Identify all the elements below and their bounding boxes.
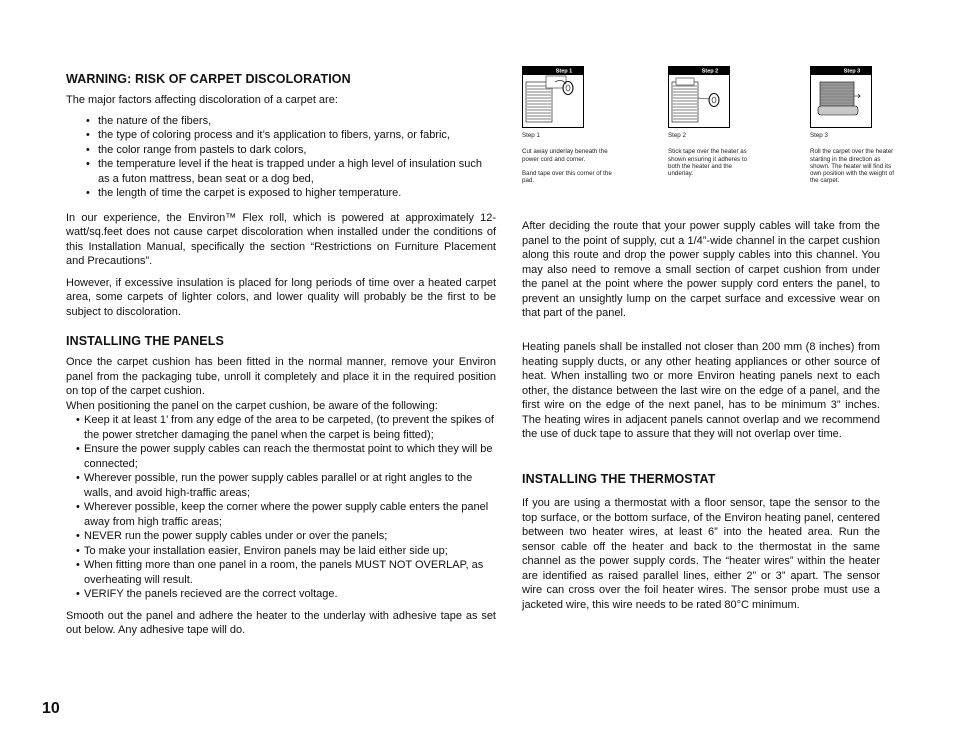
right-column-top — [522, 219, 880, 321]
page-number: 10 — [42, 700, 60, 717]
step-3-illustration — [810, 66, 872, 128]
step-text: Cut away underlay beneath the power cord and corner. — [522, 148, 608, 163]
installing-panels-paragraph-1: Once the carpet cushion has been fitted in the normal manner, remove your Environ panel from the packaging tube, unroll it completely and place it in the required position on top of the carpet cushion. — [66, 356, 496, 397]
installation-steps — [520, 66, 900, 206]
list-item: • Keep it at least 1’ from any edge of the area to be carpeted, (to prevent the spikes of the power stretcher damaging the panel when the carpet is being fitted); — [76, 413, 496, 442]
list-item: • NEVER run the power supply cables under or over the panels; — [76, 529, 496, 544]
step-title: Step 2 — [668, 132, 686, 139]
step-title: Step 1 — [522, 132, 540, 139]
left-column — [66, 72, 496, 638]
list-item: • the length of time the carpet is exposed to higher temperature. — [84, 186, 496, 201]
installing-panels-heading: INSTALLING THE PANELS — [66, 334, 224, 348]
list-item: • To make your installation easier, Environ panels may be laid either side up; — [76, 544, 496, 559]
warning-paragraph-2: However, if excessive insulation is placed for long periods of time over a heated carpet area, some carpets of lighter colors, and lower quality will probably be the first to be subject to discoloration. — [66, 276, 496, 318]
warning-heading: WARNING: RISK OF CARPET DISCOLORATION — [66, 72, 351, 86]
cable-route-paragraph: After deciding the route that your power supply cables will take from the panel to the point of supply, cut a 1/4”-wide channel in the carpet cushion along this route and drop the power supply cables into this channel. You may also need to remove a small section of carpet cushion from under the panel at the point where the power supply cord enters the panel, to prevent an unsightly lump on the carpet surface and excessive wear on that part of the panel. — [522, 220, 880, 319]
installing-thermostat-heading: INSTALLING THE THERMOSTAT — [522, 472, 716, 486]
step-text: Roll the carpet over the heater starting in the direction as shown. The heater will find its own position with the weight of the carpet. — [810, 148, 894, 185]
discoloration-factor-list — [66, 114, 496, 201]
panel-distance-paragraph: Heating panels shall be installed not closer than 200 mm (8 inches) from heating supply ducts, or any other heating appliances or other source of heat. When installing two or more Environ heating panels next to each other, the distance between the last wire on the edge of a panel, and the first wire on the edge of the next panel, has to be minimum 3” inches. The heating wires in adjacent panels cannot overlap and we recommend the use of duck tape to assure that they will not overlap over time. — [522, 341, 880, 440]
list-item: • the type of coloring process and it’s application to fibers, yarns, or fabric, — [84, 128, 496, 143]
step-text: Stick tape over the heater as shown ensuring it adheres to both the heater and the underlay. — [668, 148, 748, 178]
step-badge: Step 3 — [843, 68, 861, 75]
warning-intro: The major factors affecting discoloration of a carpet are: — [66, 94, 338, 106]
list-item: • the color range from pastels to dark colors, — [84, 143, 496, 158]
step-2 — [668, 66, 758, 177]
list-item: • VERIFY the panels recieved are the correct voltage. — [76, 587, 496, 602]
list-item: • Wherever possible, keep the corner where the power supply cable enters the panel away from high traffic areas; — [76, 500, 496, 529]
step-2-illustration — [668, 66, 730, 128]
thermostat-paragraph: If you are using a thermostat with a floor sensor, tape the sensor to the top surface, or the bottom surface, of the Environ heating panel, centered between two heater wires, at least 6” into the heated area. Run the sensor cable off the heater and back to the thermostat in the same channel as the power supply cords. The “heater wires” within the heater are identified as raised parallel lines, either 2” or 3” apart. The sensor wire can cross over the foil heater wires. The sensor probe must use a jacketed wire, this wire needs to be rated 80°C minimum. — [522, 497, 880, 611]
installing-panels-closing: Smooth out the panel and adhere the heater to the underlay with adhesive tape as set out below. Any adhesive tape will do. — [66, 609, 496, 636]
warning-paragraph-1: In our experience, the Environ™ Flex roll, which is powered at approximately 12-watt/sq.feet does not cause carpet discoloration when installed under the conditions of this Installation Manual, specifically the section “Restrictions on Furniture Placement and Precautions”. — [66, 211, 496, 267]
installing-panels-paragraph-2: When positioning the panel on the carpet cushion, be aware of the following: — [66, 399, 438, 412]
step-badge: Step 1 — [555, 68, 573, 75]
list-item: • Wherever possible, run the power supply cables parallel or at right angles to the walls, and avoid high-traffic areas; — [76, 471, 496, 500]
step-text-2: Band tape over this corner of the pad. — [522, 169, 612, 185]
list-item: • the temperature level if the heat is trapped under a high level of insulation such as a futon mattress, bean seat or a dog bed, — [84, 157, 496, 186]
step-title: Step 3 — [810, 132, 828, 139]
list-item: • When fitting more than one panel in a room, the panels MUST NOT OVERLAP, as overheating will result. — [76, 558, 496, 587]
step-3 — [810, 66, 900, 185]
step-1-illustration — [522, 66, 584, 128]
step-badge: Step 2 — [701, 68, 719, 75]
positioning-rules-list — [66, 413, 496, 602]
list-item: • Ensure the power supply cables can reach the thermostat point to which they will be connected; — [76, 442, 496, 471]
right-column-middle — [522, 340, 880, 442]
step-1 — [522, 66, 612, 184]
right-column-bottom — [522, 472, 880, 612]
list-item: • the nature of the fibers, — [84, 114, 496, 129]
